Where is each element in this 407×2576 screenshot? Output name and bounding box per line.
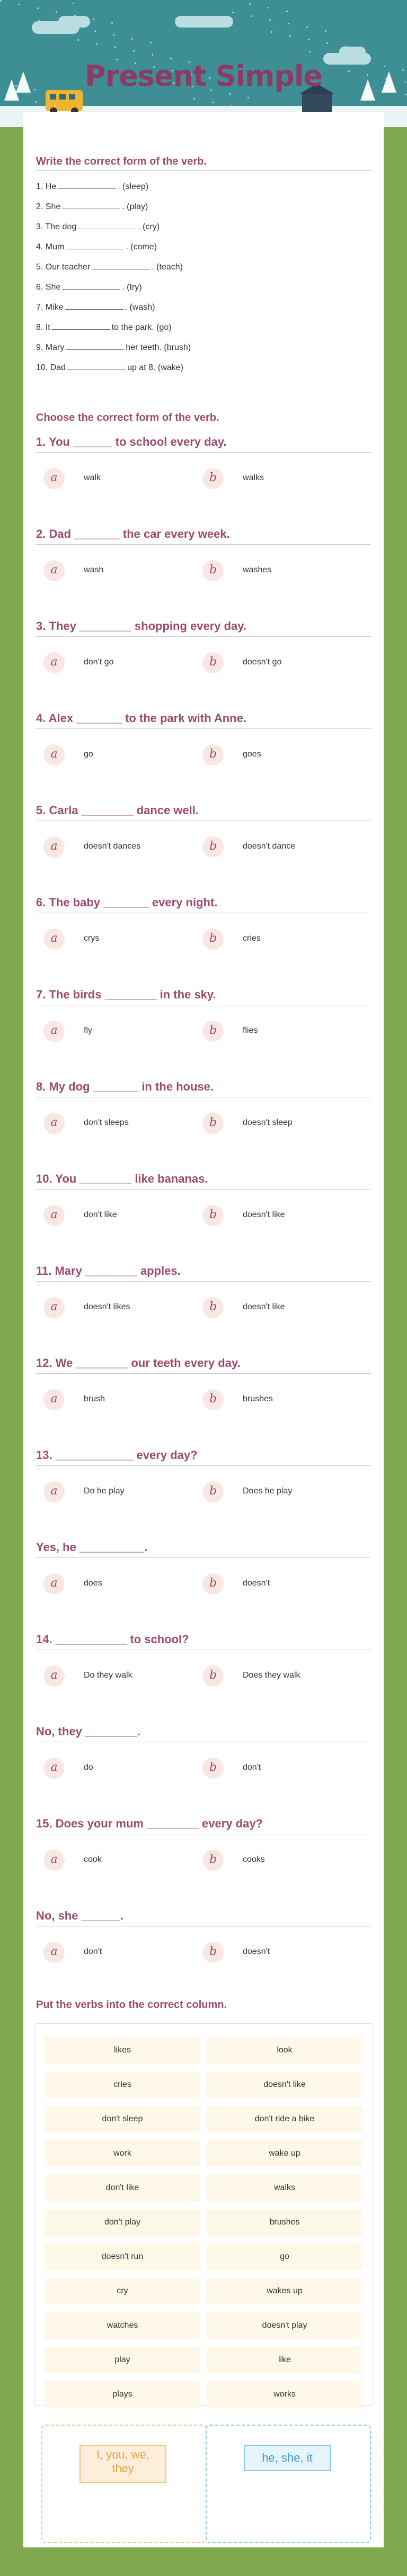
word-card[interactable]: likes	[45, 2037, 200, 2064]
word-card[interactable]: doesn't run	[45, 2244, 200, 2270]
item-hint: her teeth. (brush)	[126, 343, 191, 352]
word-card[interactable]: wake up	[207, 2140, 362, 2167]
option-b[interactable]	[202, 652, 351, 673]
option-text: Does they walk	[243, 1671, 300, 1680]
option-b[interactable]	[202, 929, 351, 950]
option-letter: a	[43, 468, 65, 489]
question-text: 14. ___________ to school?	[36, 1633, 189, 1646]
answer-blank[interactable]	[92, 262, 150, 269]
item-hint: up at 8. (wake)	[127, 363, 183, 372]
item-number: 7.	[36, 303, 43, 312]
answer-blank[interactable]	[62, 282, 120, 290]
answer-blank[interactable]	[67, 362, 126, 370]
item-subject: It	[45, 323, 50, 332]
option-text: does	[84, 1579, 102, 1588]
option-letter: a	[43, 1942, 65, 1963]
item-subject: Our teacher	[45, 263, 91, 272]
option-text: walks	[243, 473, 264, 482]
option-b[interactable]	[202, 1665, 351, 1687]
option-letter: b	[202, 468, 224, 489]
question-divider	[36, 452, 371, 453]
question-divider	[36, 1281, 371, 1282]
option-text: Do they walk	[84, 1671, 132, 1680]
question-divider	[36, 636, 371, 637]
option-letter: b	[202, 1942, 224, 1963]
answer-blank[interactable]	[78, 221, 136, 229]
option-letter: b	[202, 1481, 224, 1502]
option-text: Do he play	[84, 1487, 125, 1496]
option-letter: b	[202, 836, 224, 858]
gap-fill-item	[36, 302, 155, 312]
word-card[interactable]: doesn't like	[207, 2071, 362, 2098]
option-text: doesn't like	[243, 1210, 285, 1219]
option-text: doesn't dance	[243, 842, 296, 851]
gap-fill-item	[36, 221, 160, 232]
item-subject: Mary	[45, 343, 65, 352]
item-number: 8.	[36, 323, 43, 332]
option-a[interactable]	[43, 1942, 192, 1963]
option-a[interactable]	[43, 1481, 192, 1502]
option-text: doesn't go	[243, 657, 282, 666]
option-letter: a	[43, 1665, 65, 1687]
option-letter: b	[202, 560, 224, 581]
cloud-icon	[58, 16, 90, 28]
question-text: 7. The birds ________ in the sky.	[36, 988, 216, 1001]
item-number: 6.	[36, 283, 43, 292]
question-divider	[36, 544, 371, 545]
option-letter: a	[43, 1021, 65, 1042]
question-text: Yes, he __________.	[36, 1541, 148, 1554]
option-text: brushes	[243, 1394, 273, 1403]
option-letter: a	[43, 929, 65, 950]
option-letter: b	[202, 929, 224, 950]
word-card[interactable]: watches	[45, 2312, 200, 2339]
question-text: 11. Mary ________ apples.	[36, 1264, 181, 1277]
option-letter: a	[43, 652, 65, 673]
option-b[interactable]	[202, 1205, 351, 1226]
item-subject: Mum	[45, 242, 65, 251]
option-a[interactable]	[43, 1758, 192, 1779]
option-b[interactable]	[202, 1113, 351, 1134]
word-card[interactable]: look	[207, 2037, 362, 2064]
school-bus-icon	[46, 90, 83, 111]
item-subject: Dad	[50, 363, 66, 372]
option-a[interactable]	[43, 1389, 192, 1410]
gap-fill-item	[36, 362, 183, 373]
option-text: don't like	[84, 1210, 117, 1219]
drop-zone-plural[interactable]	[41, 2425, 207, 2543]
option-letter: b	[202, 1665, 224, 1687]
question-text: 1. You ______ to school every day.	[36, 435, 227, 448]
question-divider	[36, 1557, 371, 1558]
question-text: 6. The baby _______ every night.	[36, 896, 218, 909]
option-a[interactable]	[43, 1021, 192, 1042]
section-3-heading: Put the verbs into the correct column.	[36, 1999, 227, 2011]
option-b[interactable]	[202, 1573, 351, 1595]
option-a[interactable]	[43, 1113, 192, 1134]
cloud-icon	[339, 47, 366, 57]
option-letter: a	[43, 1113, 65, 1134]
option-text: don't	[243, 1763, 261, 1772]
option-letter: a	[43, 560, 65, 581]
option-text: crys	[84, 934, 100, 943]
option-letter: a	[43, 1389, 65, 1410]
option-letter: a	[43, 1850, 65, 1871]
option-a[interactable]	[43, 1205, 192, 1226]
item-hint: . (cry)	[138, 222, 160, 231]
option-text: doesn't likes	[84, 1302, 130, 1311]
option-a[interactable]	[43, 1297, 192, 1318]
answer-blank[interactable]	[58, 181, 116, 189]
drop-zone-singular[interactable]	[206, 2425, 371, 2543]
option-b[interactable]	[202, 1021, 351, 1042]
option-b[interactable]	[202, 468, 351, 489]
item-number: 10.	[36, 363, 48, 372]
option-text: flies	[243, 1026, 258, 1035]
question-divider	[36, 1373, 371, 1374]
item-number: 1.	[36, 182, 43, 191]
item-hint: . (come)	[126, 242, 157, 251]
option-letter: b	[202, 1573, 224, 1595]
option-letter: a	[43, 1573, 65, 1595]
item-number: 3.	[36, 222, 43, 231]
word-card[interactable]: like	[207, 2347, 362, 2373]
question-text: 2. Dad _______ the car every week.	[36, 527, 230, 541]
answer-blank[interactable]	[65, 302, 123, 310]
item-number: 2.	[36, 202, 43, 211]
option-a[interactable]	[43, 560, 192, 581]
question-text: 3. They ________ shopping every day.	[36, 619, 247, 633]
question-text: 5. Carla ________ dance well.	[36, 804, 199, 817]
gap-fill-item	[36, 241, 157, 252]
divider	[36, 170, 371, 171]
option-b[interactable]	[202, 560, 351, 581]
option-text: doesn't sleep	[243, 1118, 293, 1127]
option-letter: b	[202, 1113, 224, 1134]
option-text: brush	[84, 1394, 105, 1403]
item-hint: . (wash)	[125, 303, 155, 312]
option-a[interactable]	[43, 468, 192, 489]
option-b[interactable]	[202, 1942, 351, 1963]
option-text: doesn't like	[243, 1302, 285, 1311]
section-1-heading: Write the correct form of the verb.	[36, 156, 207, 167]
question-text: 15. Does your mum ________ every day?	[36, 1817, 263, 1830]
word-card[interactable]: play	[45, 2347, 200, 2373]
option-letter: b	[202, 1021, 224, 1042]
word-card[interactable]: cries	[45, 2071, 200, 2098]
option-letter: a	[43, 1481, 65, 1502]
word-card[interactable]: plays	[45, 2381, 200, 2408]
gap-fill-item	[36, 342, 191, 353]
word-card[interactable]: don't ride a bike	[207, 2106, 362, 2132]
option-letter: b	[202, 744, 224, 765]
option-a[interactable]	[43, 1850, 192, 1871]
item-hint: . (try)	[122, 283, 142, 292]
question-text: No, they ________.	[36, 1725, 140, 1738]
answer-blank[interactable]	[52, 322, 110, 330]
cloud-icon	[175, 16, 233, 28]
option-letter: b	[202, 1205, 224, 1226]
option-a[interactable]	[43, 652, 192, 673]
question-divider	[36, 1465, 371, 1466]
word-card[interactable]: works	[207, 2381, 362, 2408]
word-card[interactable]: go	[207, 2244, 362, 2270]
column-label-plural	[79, 2445, 166, 2483]
item-subject: She	[45, 202, 61, 211]
option-letter: a	[43, 1205, 65, 1226]
section-2-heading: Choose the correct form of the verb.	[36, 412, 219, 424]
question-text: No, she ______.	[36, 1909, 124, 1922]
option-letter: b	[202, 1758, 224, 1779]
option-text: washes	[243, 565, 272, 574]
word-card[interactable]: don't sleep	[45, 2106, 200, 2132]
question-text: 8. My dog _______ in the house.	[36, 1080, 214, 1093]
answer-blank[interactable]	[66, 241, 124, 249]
option-a[interactable]	[43, 929, 192, 950]
option-a[interactable]	[43, 836, 192, 858]
answer-blank[interactable]	[66, 342, 124, 350]
option-a[interactable]	[43, 1665, 192, 1687]
gap-fill-item	[36, 201, 148, 212]
option-text: goes	[243, 750, 261, 759]
item-hint: to the park. (go)	[111, 323, 172, 332]
option-b[interactable]	[202, 836, 351, 858]
question-text: 13. ____________ every day?	[36, 1448, 198, 1462]
option-text: doesn't dances	[84, 842, 141, 851]
word-card[interactable]: cry	[45, 2278, 200, 2304]
item-hint: . (teach)	[152, 263, 183, 272]
word-card[interactable]: work	[45, 2140, 200, 2167]
word-card[interactable]: doesn't play	[207, 2312, 362, 2339]
item-subject: Mike	[45, 303, 64, 312]
option-b[interactable]	[202, 744, 351, 765]
column-label-singular: he, she, it	[244, 2445, 331, 2471]
question-divider	[36, 728, 371, 729]
option-a[interactable]	[43, 1573, 192, 1595]
option-text: don't sleeps	[84, 1118, 129, 1127]
option-letter: b	[202, 652, 224, 673]
option-b[interactable]	[202, 1297, 351, 1318]
answer-blank[interactable]	[62, 201, 120, 209]
column-label-line: they	[112, 2462, 134, 2475]
question-divider	[36, 1189, 371, 1190]
gap-fill-item	[36, 181, 148, 192]
option-letter: b	[202, 1297, 224, 1318]
word-card[interactable]: wakes up	[207, 2278, 362, 2304]
option-text: cooks	[243, 1855, 265, 1864]
option-text: do	[84, 1763, 93, 1772]
option-text: walk	[84, 473, 101, 482]
house-icon	[302, 94, 332, 114]
option-text: go	[84, 750, 93, 759]
option-text: fly	[84, 1026, 92, 1035]
option-letter: a	[43, 1758, 65, 1779]
gap-fill-item	[36, 322, 172, 332]
option-letter: a	[43, 744, 65, 765]
word-card[interactable]: walks	[207, 2175, 362, 2201]
option-text: Does he play	[243, 1487, 293, 1496]
page-title: Present Simple	[84, 59, 323, 93]
item-subject: She	[45, 283, 61, 292]
option-text: cook	[84, 1855, 102, 1864]
option-text: wash	[84, 565, 104, 574]
word-card[interactable]: don't play	[45, 2209, 200, 2236]
option-b[interactable]	[202, 1850, 351, 1871]
option-b[interactable]	[202, 1481, 351, 1502]
item-subject: The dog	[45, 222, 77, 231]
item-number: 5.	[36, 263, 43, 272]
column-label-line: I, you, we,	[96, 2448, 150, 2461]
word-card[interactable]: don't like	[45, 2175, 200, 2201]
option-letter: b	[202, 1389, 224, 1410]
option-b[interactable]	[202, 1389, 351, 1410]
option-text: doesn't	[243, 1579, 270, 1588]
question-text: 4. Alex _______ to the park with Anne.	[36, 711, 246, 725]
item-subject: He	[45, 182, 57, 191]
gap-fill-item	[36, 282, 142, 292]
item-hint: . (sleep)	[118, 182, 149, 191]
option-letter: a	[43, 836, 65, 858]
question-text: 10. You ________ like bananas.	[36, 1172, 208, 1185]
option-text: cries	[243, 934, 261, 943]
option-text: don't go	[84, 657, 114, 666]
option-letter: b	[202, 1850, 224, 1871]
option-text: doesn't	[243, 1947, 270, 1956]
item-hint: . (play)	[122, 202, 148, 211]
question-text: 12. We ________ our teeth every day.	[36, 1356, 241, 1370]
option-b[interactable]	[202, 1758, 351, 1779]
word-card[interactable]: brushes	[207, 2209, 362, 2236]
item-number: 9.	[36, 343, 43, 352]
option-a[interactable]	[43, 744, 192, 765]
gap-fill-item	[36, 262, 183, 272]
option-letter: a	[43, 1297, 65, 1318]
option-text: don't	[84, 1947, 102, 1956]
item-number: 4.	[36, 242, 43, 251]
